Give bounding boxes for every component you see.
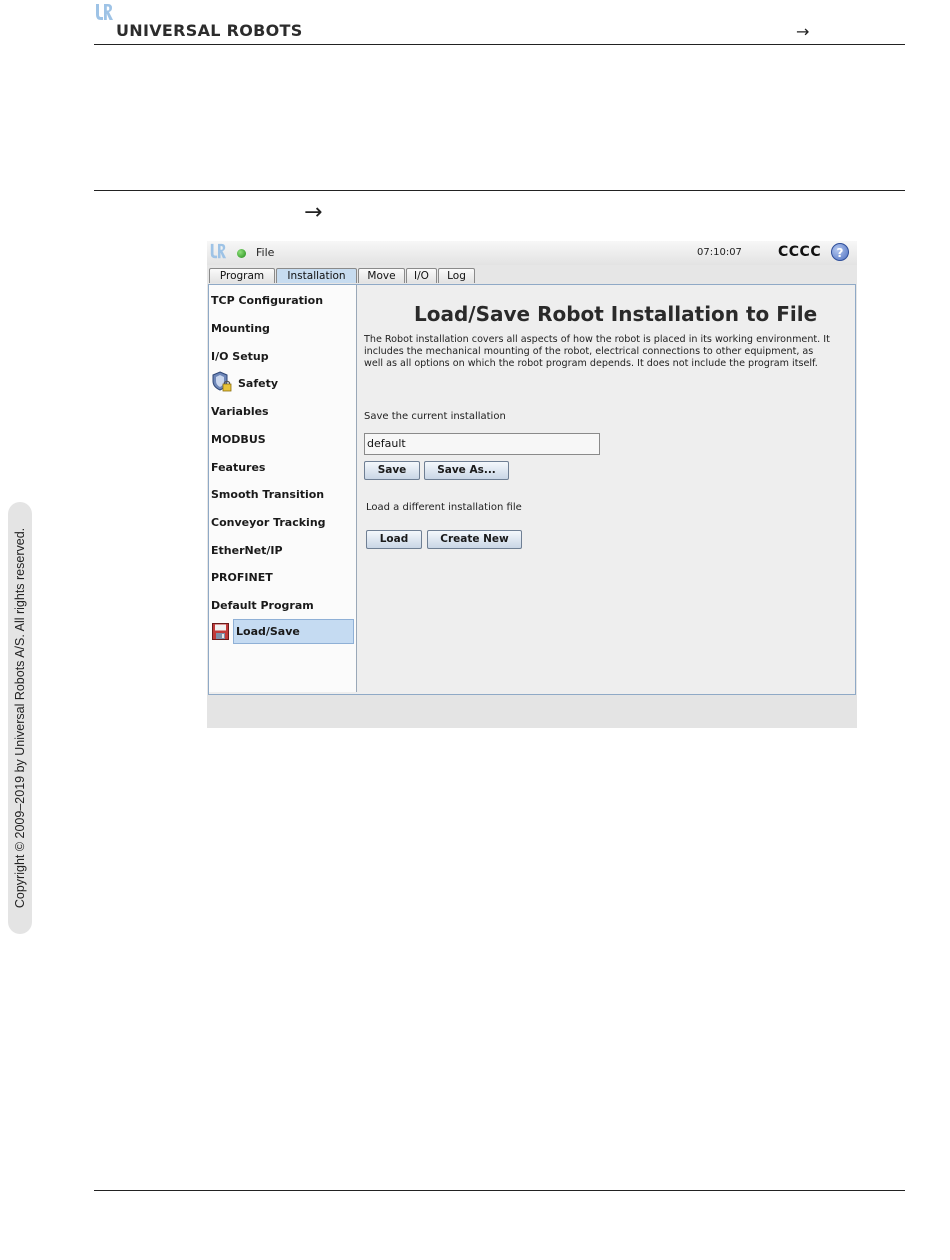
installation-name-field[interactable]: default: [364, 433, 600, 455]
copyright-text: Copyright © 2009–2019 by Universal Robots A/S. All rights reserved.: [13, 527, 27, 909]
installation-sidebar: [209, 285, 357, 692]
ur-logo-icon: [209, 243, 227, 261]
header-arrow: →: [796, 22, 810, 41]
sidebar-item-default-program[interactable]: Default Program: [211, 599, 314, 612]
sidebar-item-safety[interactable]: Safety: [238, 377, 279, 390]
brand-wordmark: UNIVERSAL ROBOTS: [116, 21, 303, 40]
help-icon[interactable]: ?: [831, 243, 849, 261]
sidebar-item-modbus[interactable]: MODBUS: [211, 433, 266, 446]
sidebar-item-conveyor-tracking[interactable]: Conveyor Tracking: [211, 516, 326, 529]
sidebar-item-io-setup[interactable]: I/O Setup: [211, 350, 269, 363]
section-rule: [94, 190, 905, 191]
robot-status-icon: [237, 249, 246, 258]
sidebar-item-features[interactable]: Features: [211, 461, 266, 474]
safety-shield-lock-icon: [211, 371, 233, 393]
tab-program[interactable]: Program: [209, 268, 275, 283]
file-menu[interactable]: File: [256, 246, 275, 259]
save-button[interactable]: Save: [364, 461, 420, 480]
robot-name: CCCC: [778, 244, 822, 260]
create-new-button[interactable]: Create New: [427, 530, 522, 549]
polyscope-window: [207, 241, 857, 728]
sidebar-item-mounting[interactable]: Mounting: [211, 322, 270, 335]
top-bar: [207, 241, 857, 265]
universal-robots-logo: [94, 3, 314, 41]
clock: 07:10:07: [697, 247, 742, 258]
sidebar-item-smooth-transition[interactable]: Smooth Transition: [211, 488, 325, 501]
load-button[interactable]: Load: [366, 530, 422, 549]
section-arrow: →: [304, 200, 323, 225]
floppy-disk-icon: [212, 623, 229, 640]
sidebar-item-profinet[interactable]: PROFINET: [211, 571, 273, 584]
header-rule: [94, 44, 905, 45]
installation-description: The Robot installation covers all aspects of how the robot is placed in its working environment. It includes the mechanical mounting of the robot, electrical connections to other equipment, as well as all options on which the robot program depends. It does not include the program itself.: [364, 334, 830, 369]
tab-io[interactable]: I/O: [406, 268, 437, 283]
save-as-button[interactable]: Save As...: [424, 461, 509, 480]
footer-rule: [94, 1190, 905, 1191]
ur-logo-icon: [94, 3, 114, 23]
sidebar-item-variables[interactable]: Variables: [211, 405, 269, 418]
tab-installation[interactable]: Installation: [276, 268, 357, 283]
save-section-label: Save the current installation: [364, 411, 506, 422]
page-title: Load/Save Robot Installation to File: [414, 302, 818, 326]
installation-panel: [208, 284, 856, 695]
load-save-content: [357, 285, 855, 692]
tab-move[interactable]: Move: [358, 268, 405, 283]
bottom-bar: [207, 695, 857, 728]
sidebar-item-ethernet-ip[interactable]: EtherNet/IP: [211, 544, 283, 557]
sidebar-item-load-save[interactable]: Load/Save: [233, 619, 354, 644]
load-section-label: Load a different installation file: [366, 502, 522, 513]
tab-log[interactable]: Log: [438, 268, 475, 283]
copyright-sidebar: [8, 502, 32, 934]
sidebar-item-tcp-configuration[interactable]: TCP Configuration: [211, 294, 324, 307]
